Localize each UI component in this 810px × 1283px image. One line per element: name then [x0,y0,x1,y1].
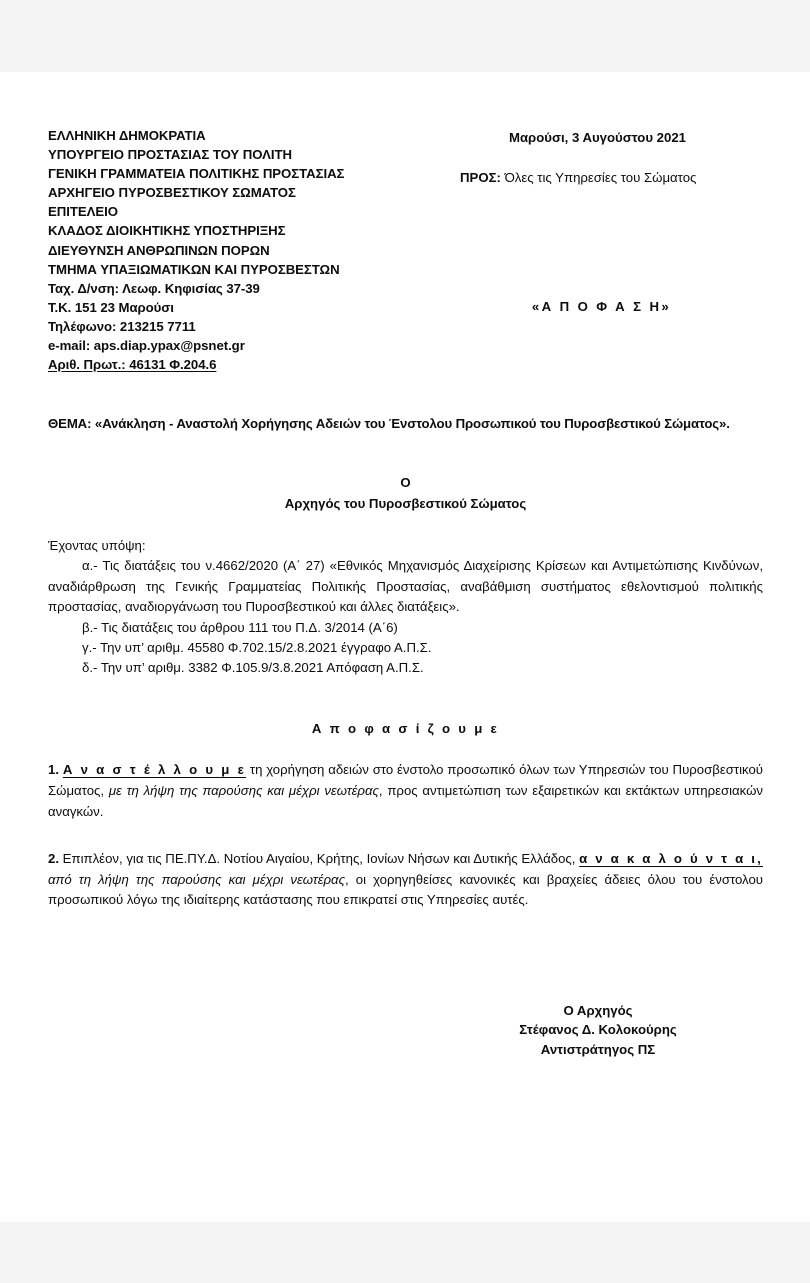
organization-line-7: ΔΙΕΥΘΥΝΣΗ ΑΝΘΡΩΠΙΝΩΝ ΠΟΡΩΝ [48,242,270,258]
title-authority: Αρχηγός του Πυροσβεστικού Σώματος [284,496,527,512]
signature-block [48,1001,763,1059]
title-article: Ο [400,475,411,491]
letterhead-left-column [48,126,450,374]
letterhead [48,72,763,374]
organization-line-1: ΕΛΛΗΝΙΚΗ ΔΗΜΟΚΡΑΤΙΑ [48,128,206,143]
paragraph-1-italic-clause: με τη λήψη της παρούσης και μέχρι νεωτέρας [108,782,379,798]
paragraph-1-number: 1. [48,762,59,778]
document-page [0,72,810,1222]
paragraph-2-text-after: , οι χορηγηθείσες κανονικές και βραχείες άδειες όλου του ένστολου προσωπικού λόγω της ιδιαίτερης κατάστασης που επικρατεί στις Υπηρεσίες αυτές. [48,871,763,908]
document-content [48,72,763,1059]
decision-paragraph-1 [48,760,763,822]
organization-line-8: ΤΜΗΜΑ ΥΠΑΞΙΩΜΑΤΙΚΩΝ ΚΑΙ ΠΥΡΟΣΒΕΣΤΩΝ [48,261,340,277]
paragraph-1-text-after: , προς αντιμετώπιση των εξαιρετικών και εκτάκτων υπηρεσιακών αναγκών. [48,782,764,819]
recipient-value: Όλες τις Υπηρεσίες του Σώματος [504,170,697,185]
organization-line-5: ΕΠΙΤΕΛΕΙΟ [48,204,118,220]
signatory-name: Στέφανος Δ. Κολοκούρης [519,1022,677,1038]
paragraph-1-verb: Α ν α σ τ έ λ λ ο υ μ ε [62,762,247,778]
paragraph-2-verb: α ν α κ α λ ο ύ ν τ α ι, [579,851,763,867]
postal-code-line: Τ.Κ. 151 23 Μαρούσι [48,299,174,315]
paragraph-1-text-before: τη χορήγηση αδειών στο ένστολο προσωπικό όλων των Υπηρεσιών του Πυροσβεστικού Σώματος, [48,762,763,798]
recipient-label: ΠΡΟΣ: [460,170,501,185]
top-background-band [0,0,810,72]
preamble-item-a: α.- Τις διατάξεις του ν.4662/2020 (Α΄ 27) «Εθνικός Μηχανισμός Διαχείρισης Κρίσεων και Αντιμετώπισης Κινδύνων, αναδιάρθρωση της Γενικής Γραμματείας Πολιτικής Προστασίας, αναβάθμιση συστήματος εθελοντισμού πολιτικής προστασίας, αναδιοργάνωση του Πυροσβεστικού και άλλες διατάξεις». [48,558,763,615]
organization-line-6: ΚΛΑΔΟΣ ΔΙΟΙΚΗΤΙΚΗΣ ΥΠΟΣΤΗΡΙΞΗΣ [48,223,286,239]
address-line: Ταχ. Δ/νση: Λεωφ. Κηφισίας 37-39 [48,280,260,296]
preamble-item-c: γ.- Την υπ’ αριθμ. 45580 Φ.702.15/2.8.2021 έγγραφο Α.Π.Σ. [82,639,432,655]
organization-line-2: ΥΠΟΥΡΓΕΙΟ ΠΡΟΣΤΑΣΙΑΣ ΤΟΥ ΠΟΛΙΤΗ [48,147,292,163]
paragraph-2-italic-clause: από τη λήψη της παρούσης και μέχρι νεωτέρας [48,871,345,887]
preamble-item-d: δ.- Την υπ’ αριθμ. 3382 Φ.105.9/3.8.2021 Απόφαση Α.Π.Σ. [82,660,424,676]
organization-line-3: ΓΕΝΙΚΗ ΓΡΑΜΜΑΤΕΙΑ ΠΟΛΙΤΙΚΗΣ ΠΡΟΣΤΑΣΙΑΣ [48,166,345,182]
email-line: e-mail: aps.diap.ypax@psnet.gr [48,338,245,354]
paragraph-2-text-before: Επιπλέον, για τις ΠΕ.ΠΥ.Δ. Νοτίου Αιγαίου, Κρήτης, Ιονίων Νήσων και Δυτικής Ελλάδος, [59,851,580,867]
letterhead-right-column [450,126,763,314]
subject-line: ΘΕΜΑ: «Ανάκληση - Αναστολή Χορήγησης Αδειών του Ένστολου Προσωπικού του Πυροσβεστικού Σώματος». [48,416,730,432]
decision-paragraph-2 [48,849,763,911]
paragraph-2-number: 2. [48,851,59,867]
document-type-heading: «Α Π Ο Φ Α Σ Η» [531,299,672,314]
signatory-rank: Αντιστράτηγος ΠΣ [540,1041,656,1057]
preamble-heading: Έχοντας υπόψη: [48,538,146,554]
signatory-role: Ο Αρχηγός [563,1002,633,1018]
phone-line: Τηλέφωνο: 213215 7711 [48,318,196,334]
place-and-date: Μαρούσι, 3 Αυγούστου 2021 [508,130,687,145]
protocol-number-line: Αριθ. Πρωτ.: 46131 Φ.204.6 [48,357,217,373]
recipient-line [450,168,763,187]
organization-line-4: ΑΡΧΗΓΕΙΟ ΠΥΡΟΣΒΕΣΤΙΚΟΥ ΣΩΜΑΤΟΣ [48,185,296,201]
bottom-background-band [0,1222,810,1283]
decision-heading: Α π ο φ α σ ί ζ ο υ μ ε [311,721,500,737]
preamble-item-b: β.- Τις διατάξεις του άρθρου 111 του Π.Δ. 3/2014 (Α΄6) [82,619,398,635]
title-block [48,474,763,513]
